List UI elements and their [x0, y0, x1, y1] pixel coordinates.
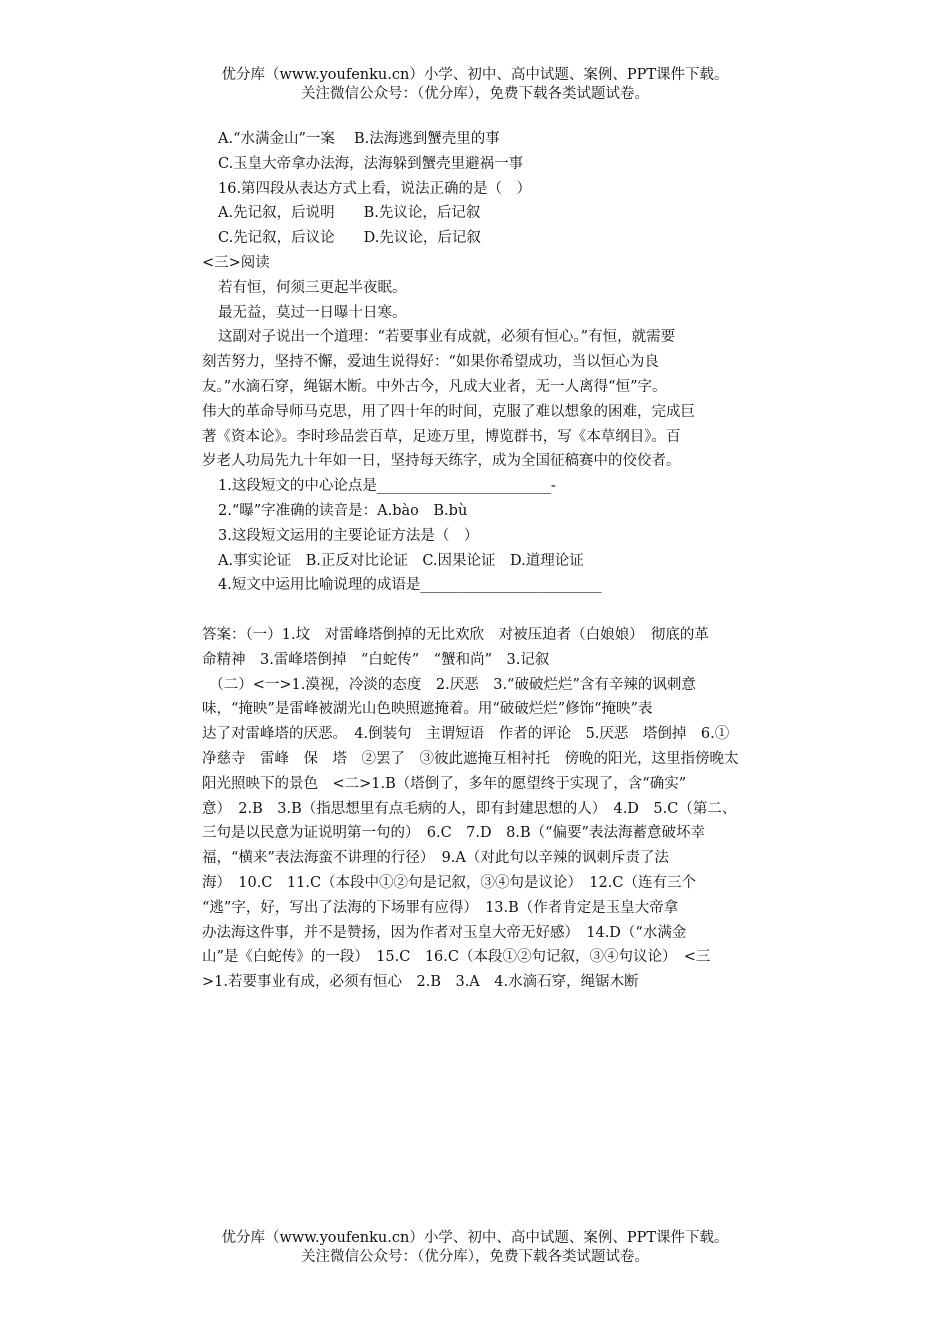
page-header [0, 66, 950, 104]
question-3: 3.这段短文运用的主要论证方法是（ ） [218, 527, 479, 544]
answer-line: 福，“横来”表法海蛮不讲理的行径） 9.A（对此句以辛辣的讽刺斥责了法 [202, 850, 669, 867]
question-3-options: A.事实论证 B.正反对比论证 C.因果论证 D.道理论证 [218, 552, 584, 569]
question-4: 4.短文中运用比喻说理的成语是_________________________ [218, 577, 602, 594]
footer-line-1: 优分库（www.youfenku.cn）小学、初中、高中试题、案例、PPT课件下载。 [221, 1230, 729, 1246]
section-heading: <三>阅读 [202, 254, 270, 271]
question-1: 1.这段短文的中心论点是________________________- [218, 478, 556, 495]
couplet-line-1: 若有恒，何须三更起半夜眠。 [218, 279, 407, 296]
answer-line: 山”是《白蛇传》的一段） 15.C 16.C（本段①②句记叙，③④句议论） <三 [202, 949, 711, 966]
answer-line: 三句是以民意为证说明第一句的） 6.C 7.D 8.B（“偏要”表法海蓄意破坏幸 [202, 825, 705, 842]
couplet-line-2: 最无益，莫过一日曝十日寒。 [218, 304, 407, 321]
footer-line-2: 关注微信公众号：（优分库），免费下载各类试题试卷。 [301, 1249, 649, 1265]
answer-line: 味，“掩映”是雷峰被湖光山色映照遮掩着。用“破破烂烂”修饰“掩映”表 [202, 701, 653, 718]
document-body [202, 127, 750, 995]
header-line-1: 优分库（www.youfenku.cn）小学、初中、高中试题、案例、PPT课件下载。 [221, 67, 729, 83]
passage-line: 这副对子说出一个道理：“若要事业有成就，必须有恒心。”有恒，就需要 [218, 329, 676, 346]
question-16: 16.第四段从表达方式上看，说法正确的是（ ） [218, 180, 532, 197]
answer-line: 阳光照映下的景色 <二>1.B（塔倒了，多年的愿望终于实现了，含“确实” [202, 775, 687, 792]
answer-line: >1.若要事业有成，必须有恒心 2.B 3.A 4.水滴石穿，绳锯木断 [202, 974, 639, 991]
option-line: C.先记叙，后议论 D.先议论，后记叙 [218, 230, 481, 247]
option-line: A.先记叙，后说明 B.先议论，后记叙 [218, 205, 481, 222]
answer-line: 海） 10.C 11.C（本段中①②句是记叙，③④句是议论） 12.C（连有三个 [202, 874, 696, 891]
answer-line: 净慈寺 雷峰 保 塔 ②罢了 ③彼此遮掩互相衬托 傍晚的阳光，这里指傍晚太 [202, 750, 739, 767]
question-2: 2.“曝”字准确的读音是：A.bào B.bù [218, 502, 468, 519]
answer-line: 意） 2.B 3.B（指思想里有点毛病的人，即有封建思想的人） 4.D 5.C（第二、 [202, 800, 737, 817]
passage-line: 刻苦努力，坚持不懈，爱迪生说得好：“如果你希望成功，当以恒心为良 [202, 354, 659, 371]
passage-line: 著《资本论》。李时珍品尝百草，足迹万里，博览群书，写《本草纲目》。百 [202, 428, 681, 445]
passage-line: 伟大的革命导师马克思，用了四十年的时间，克服了难以想象的困难，完成巨 [202, 403, 695, 420]
answer-line: “逃”字，好，写出了法海的下场罪有应得） 13.B（作者肯定是玉皇大帝拿 [202, 899, 679, 916]
answer-line: （二）<一>1.漠视，冷淡的态度 2.厌恶 3.“破破烂烂”含有辛辣的讽刺意 [202, 676, 696, 693]
passage-line: 岁老人功局先九十年如一日，坚持每天练字，成为全国征稿赛中的佼佼者。 [202, 453, 681, 470]
answer-line: 达了对雷峰塔的厌恶。 4.倒装句 主谓短语 作者的评论 5.厌恶 塔倒掉 6.① [202, 726, 730, 743]
header-line-2: 关注微信公众号：（优分库），免费下载各类试题试卷。 [301, 86, 649, 102]
spacer [202, 598, 750, 623]
answer-line: 办法海这件事，并不是赞扬，因为作者对玉皇大帝无好感） 14.D（“水满金 [202, 924, 687, 941]
passage-line: 友。”水滴石穿，绳锯木断。中外古今，凡成大业者，无一人离得“恒”字。 [202, 378, 667, 395]
option-line: A.“水满金山”一案 B.法海逃到蟹壳里的事 [218, 131, 500, 147]
page-footer [0, 1229, 950, 1267]
answer-line: 命精神 3.雷峰塔倒掉 “白蛇传” “蟹和尚” 3.记叙 [202, 651, 550, 668]
option-line: C.玉皇大帝拿办法海，法海躲到蟹壳里避祸一事 [218, 155, 524, 172]
answer-line: 答案：（一）1.坟 对雷峰塔倒掉的无比欢欣 对被压迫者（白娘娘） 彻底的革 [202, 626, 709, 643]
